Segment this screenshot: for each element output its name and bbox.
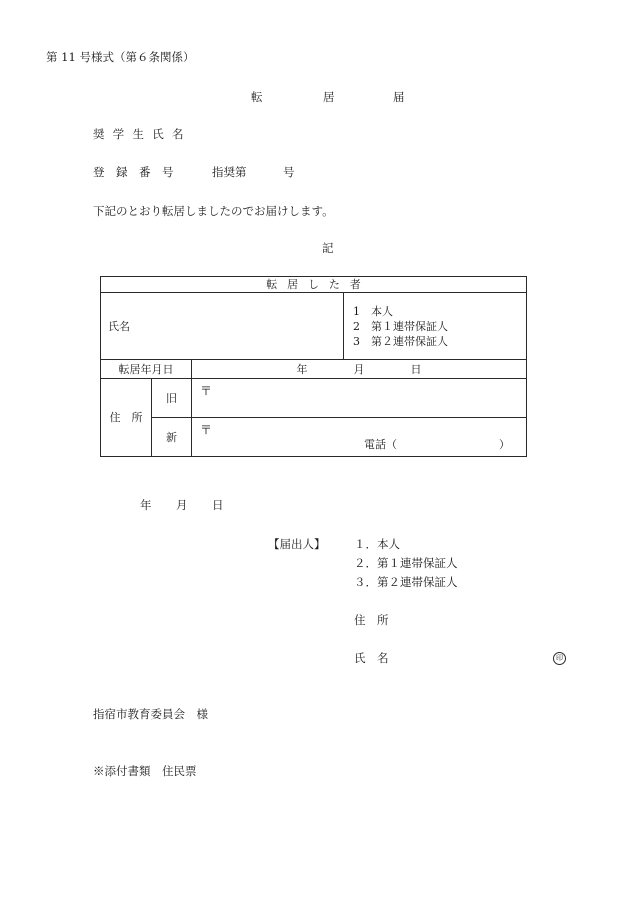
submitter-address-label: 住 所	[354, 613, 389, 627]
date-year: 年	[296, 362, 308, 376]
registration-suffix: 号	[283, 165, 295, 179]
relation-options[interactable]	[344, 293, 527, 360]
attachment-note: ※添付書類 住民票	[93, 764, 197, 778]
phone-close: ）	[499, 438, 511, 451]
submit-date-day: 日	[212, 498, 224, 512]
seal-mark: 印	[553, 652, 566, 665]
registration-prefix: 指奨第	[212, 165, 247, 179]
date-day: 日	[410, 362, 422, 376]
submitter-option-guarantor-1: ２．第１連帯保証人	[354, 556, 458, 570]
registration-number-label: 登 録 番 号	[93, 165, 174, 179]
notice-text: 下記のとおり転居しましたのでお届けします。	[93, 204, 334, 218]
address-label: 住 所	[101, 379, 152, 457]
submitter-label: 【届出人】	[268, 537, 326, 551]
relocation-table	[100, 276, 527, 457]
old-address-field[interactable]	[192, 379, 527, 418]
old-postal-mark: 〒	[200, 384, 213, 398]
title-char-kyo: 居	[323, 90, 335, 104]
new-address-field[interactable]	[192, 418, 527, 457]
relation-option-self: 1 本人	[353, 304, 393, 318]
date-month: 月	[353, 362, 365, 376]
new-postal-mark: 〒	[200, 423, 213, 437]
addressee: 指宿市教育委員会 様	[93, 707, 208, 721]
ki-heading: 記	[322, 241, 334, 255]
relation-option-guarantor-2: 3 第２連帯保証人	[353, 334, 448, 348]
relation-option-guarantor-1: 2 第１連帯保証人	[353, 319, 448, 333]
title-char-ten: 転	[251, 90, 263, 104]
new-address-label: 新	[152, 418, 192, 457]
old-address-label: 旧	[152, 379, 192, 418]
scholar-name-label: 奨 学 生 氏 名	[93, 127, 184, 141]
submit-date-year: 年	[140, 498, 152, 512]
submitter-option-guarantor-2: ３．第２連帯保証人	[354, 575, 458, 589]
relocation-date-value[interactable]	[192, 360, 527, 379]
submit-date-month: 月	[176, 498, 188, 512]
relocation-date-label: 転居年月日	[101, 360, 192, 379]
table-header: 転居した者	[101, 277, 527, 293]
name-label: 氏名	[108, 319, 130, 333]
submitter-option-self: １．本人	[354, 537, 400, 551]
submitter-name-label: 氏 名	[354, 651, 389, 665]
name-cell[interactable]	[101, 293, 344, 360]
phone-label: 電話（	[364, 438, 397, 451]
form-number: 第 11 号様式（第６条関係）	[46, 50, 195, 64]
title-char-todoke: 届	[393, 90, 405, 104]
